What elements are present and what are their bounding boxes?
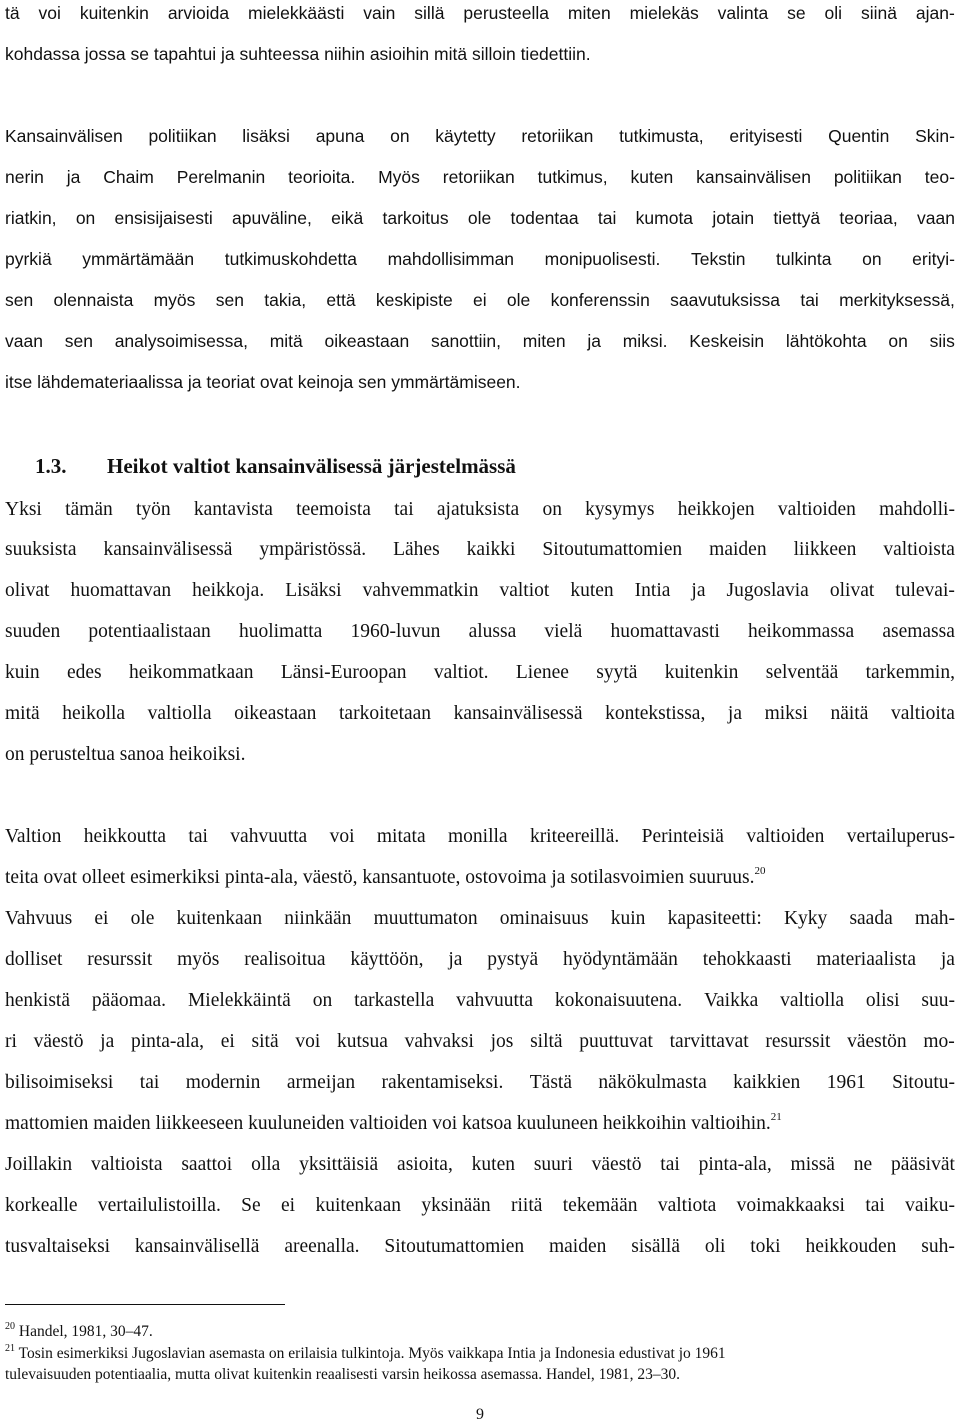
footnote-20 [5,1322,955,1342]
text-line: suuden potentiaalistaan huolimatta 1960-luvun alussa vielä huomattavasti heikommassa asemassa [5,621,955,642]
section-heading [35,452,516,480]
footnote-number: 20 [5,1321,15,1332]
text-line: olivat huomattavan heikkoja. Lisäksi vahvemmatkin valtiot kuten Intia ja Jugoslavia olivat tulevai- [5,580,955,601]
text-line: nerin ja Chaim Perelmanin teorioita. Myös retoriikan tutkimus, kuten kansainvälisen politiikan teo- [5,167,955,187]
text-line: on perusteltua sanoa heikoiksi. [5,744,246,765]
text-line [5,1112,955,1136]
text-line: vaan sen analysoimisessa, mitä oikeastaan sanottiin, miten ja miksi. Keskeisin lähtökohta on siis [5,331,955,351]
text-line: korkealle vertailulistoilla. Se ei kuitenkaan yksinään riitä tekemään valtiota voimakkaaksi tai vaiku- [5,1195,955,1216]
text-line: suuksista kansainvälisessä ympäristössä. Lähes kaikki Sitoutumattomien maiden liikkeen valtioista [5,539,955,560]
text-line: Vahvuus ei ole kuitenkaan niinkään muuttumaton ominaisuus kuin kapasiteetti: Kyky saada mah- [5,908,955,929]
text-line: tusvaltaiseksi kansainvälisellä areenalla. Sitoutumattomien maiden sisällä oli toki heikkouden suh- [5,1236,955,1257]
footnote-text: Tosin esimerkiksi Jugoslavian asemasta on erilaisia tulkintoja. Myös vaikkapa Intia ja Indonesia edustivat jo 1961 [18,1345,726,1362]
text-line: pyrkiä ymmärtämään tutkimuskohdetta mahdollisimman monipuolisesti. Tekstin tulkinta on erityi- [5,249,955,269]
text-line-content: teita ovat olleet esimerkiksi pinta-ala, väestö, kansantuote, ostovoima ja sotilasvoimien suuruus. [5,867,755,888]
text-line: Joillakin valtioista saattoi olla yksittäisiä asioita, kuten suuri väestö tai pinta-ala, missä ne pääsivät [5,1154,955,1175]
footnote-ref[interactable]: 20 [754,865,766,877]
text-line: riatkin, on ensisijaisesti apuväline, eikä tarkoitus ole todentaa tai kumota jotain tiettyä teoriaa, vaan [5,208,955,228]
footnote-text: Handel, 1981, 30–47. [18,1323,153,1340]
footnote-21-continued: tulevaisuuden potentiaalia, mutta olivat kuitenkin reaalisesti varsin heikossa asemassa. Handel, 1981, 23–30. [5,1366,680,1383]
text-line: mitä heikolla valtiolla oikeastaan tarkoitetaan kansainvälisessä kontekstissa, ja miksi näitä valtioita [5,703,955,724]
text-line: bilisoimiseksi tai modernin armeijan rakentamiseksi. Tästä näkökulmasta kaikkien 1961 Sitoutu- [5,1072,955,1093]
footnote-21 [5,1344,955,1364]
text-line: Yksi tämän työn kantavista teemoista tai ajatuksista on kysymys heikkojen valtioiden mahdolli- [5,499,955,520]
text-line [5,866,955,890]
text-line: dolliset resurssit myös realisoitua käyttöön, ja pystyä hyödyntämään tehokkaasti materiaalista ja [5,949,955,970]
text-line: henkistä pääomaa. Mielekkäintä on tarkastella vahvuutta kokonaisuutena. Vaikka valtiolla olisi suu- [5,990,955,1011]
section-title: Heikot valtiot kansainvälisessä järjestelmässä [107,454,516,478]
text-line: sen olennaista myös sen takia, että keskipiste ei ole konferenssin saavutuksissa tai merkityksessä, [5,290,955,310]
footnote-number: 21 [5,1343,15,1354]
text-line: Valtion heikkoutta tai vahvuutta voi mitata monilla kriteereillä. Perinteisiä valtioiden vertailuperus- [5,826,955,847]
text-line: tä voi kuitenkin arvioida mielekkäästi vain sillä perusteella miten mielekäs valinta se oli siinä ajan- [5,3,955,23]
section-number: 1.3. [35,454,67,478]
text-line: ri väestö ja pinta-ala, ei sitä voi kutsua vahvaksi jos siltä puuttuvat tarvittavat resurssit väestön mo- [5,1031,955,1052]
page-number: 9 [476,1406,484,1423]
text-line: kohdassa jossa se tapahtui ja suhteessa niihin asioihin mitä silloin tiedettiin. [5,44,591,64]
footnote-divider [5,1304,285,1305]
footnote-ref[interactable]: 21 [770,1111,782,1123]
text-line: Kansainvälisen politiikan lisäksi apuna on käytetty retoriikan tutkimusta, erityisesti Quentin Skin- [5,126,955,146]
text-line: itse lähdemateriaalissa ja teoriat ovat keinoja sen ymmärtämiseen. [5,372,521,392]
text-line: kuin edes heikommatkaan Länsi-Euroopan valtiot. Lienee syytä kuitenkin selventää tarkemmin, [5,662,955,683]
text-line-content: mattomien maiden liikkeeseen kuuluneiden valtioiden voi katsoa kuuluneen heikkoihin valtioihin. [5,1113,771,1134]
